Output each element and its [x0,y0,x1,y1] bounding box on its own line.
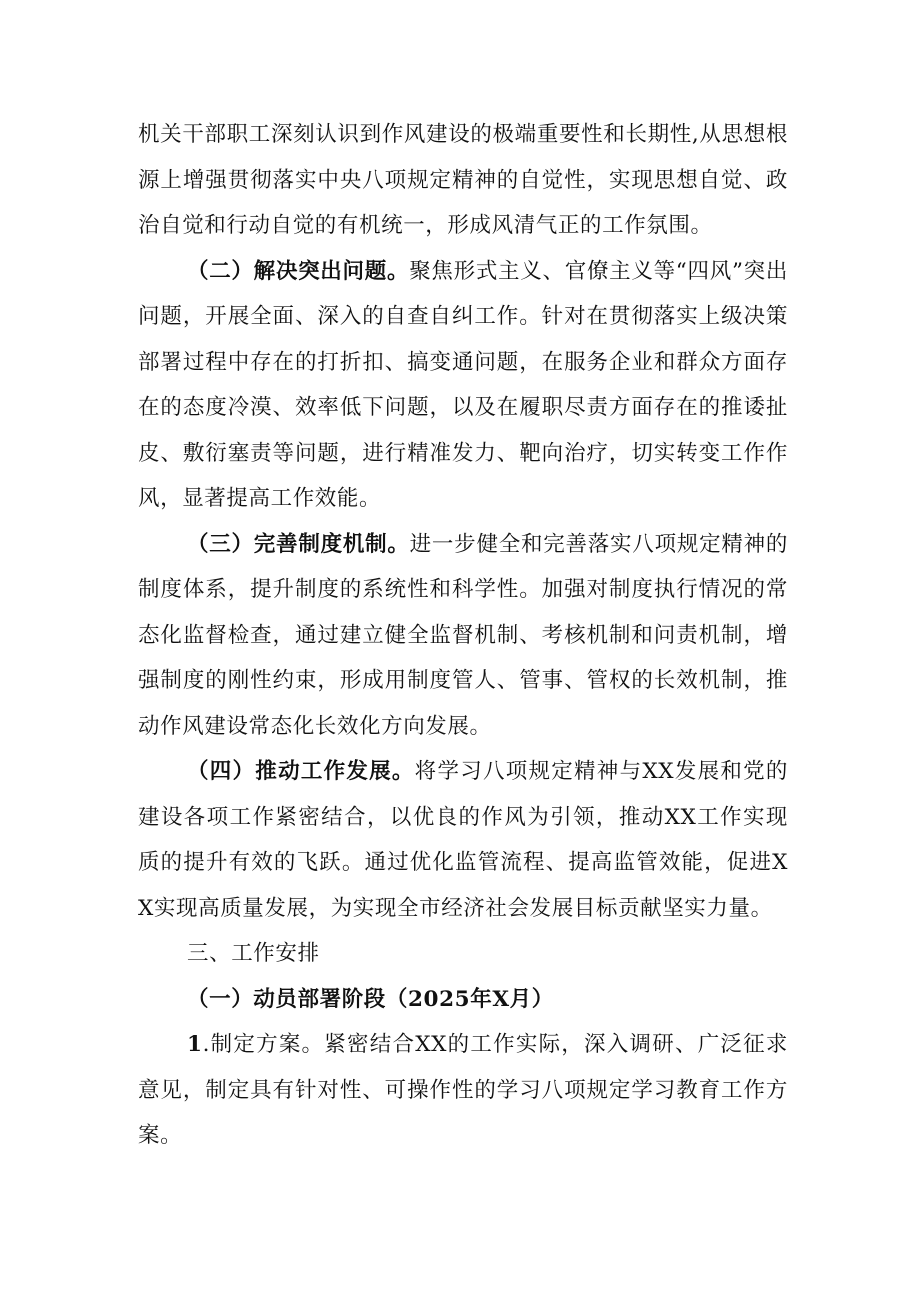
item-number: 1 [187,1032,203,1057]
item-text: .制定方案。紧密结合XX的工作实际，深入调研、广泛征求意见，制定具有针对性、可操作性的学习八项规定学习教育工作方案。 [138,1032,788,1148]
paragraph-body: 聚焦形式主义、官僚主义等“四风”突出问题，开展全面、深入的自查自纠工作。针对在贯彻落实上级决策部署过程中存在的打折扣、搞变通问题，在服务企业和群众方面存在的态度冷漠、效率低下问题，以及在履职尽责方面存在的推诿扯皮、敷衍塞责等问题，进行精准发力、靶向治疗，切实转变工作作风，显著提高工作效能。 [138,258,788,511]
paragraph-lead: （二）解决突出问题。 [187,258,410,284]
paragraph-lead: （四）推动工作发展。 [187,759,415,784]
paragraph-solve-problems [138,249,788,522]
paragraph-body: 将学习八项规定精神与XX发展和党的建设各项工作紧密结合，以优良的作风为引领，推动XX工作实现质的提升有效的飞跃。通过优化监管流程、提高监管效能，促进XX实现高质量发展，为实现全市经济社会发展目标贡献坚实力量。 [138,759,788,921]
list-item [138,1022,788,1159]
paragraph-body: 进一步健全和完善落实八项规定精神的制度体系，提升制度的系统性和科学性。加强对制度执行情况的常态化监督检查，通过建立健全监督机制、考核机制和问责机制，增强制度的刚性约束，形成用制度管人、管事、管权的长效机制，推动作风建设常态化长效化方向发展。 [138,531,788,739]
section-heading: 三、工作安排 [187,941,320,966]
paragraph-promote-work [138,749,788,931]
document-page [138,112,788,1159]
subsection-heading: （一）动员部署阶段（2025年X月） [187,986,554,1012]
paragraph-improve-system [138,522,788,750]
paragraph-continuation: 机关干部职工深刻认识到作风建设的极端重要性和长期性,从思想根源上增强贯彻落实中央八项规定精神的自觉性，实现思想自觉、政治自觉和行动自觉的有机统一，形成风清气正的工作氛围。 [138,122,788,238]
paragraph-lead: （三）完善制度机制。 [187,531,410,557]
